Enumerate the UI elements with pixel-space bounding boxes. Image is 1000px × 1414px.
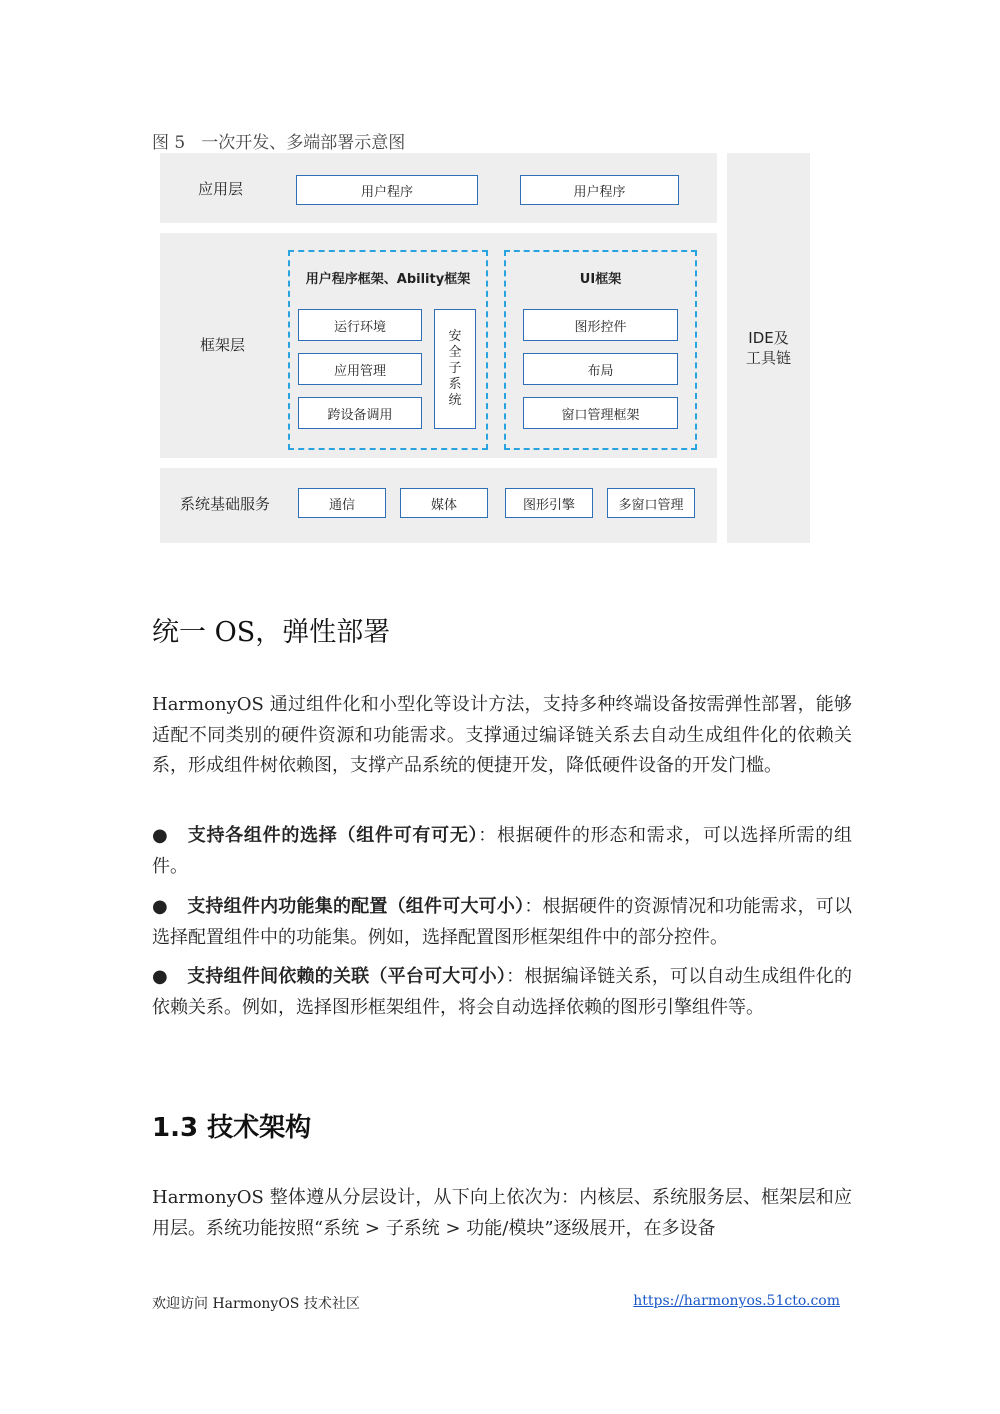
app-user-program-box-2: 用户程序 [520, 175, 679, 205]
ide-line-1: IDE及 [748, 329, 789, 347]
ide-line-2: 工具链 [745, 349, 791, 367]
security-char-4: 系 [448, 377, 462, 392]
security-subsystem-box [434, 309, 476, 429]
security-char-2: 全 [448, 345, 462, 360]
bullet-2-bold: 支持组件内功能集的配置（组件可大可小） [187, 896, 525, 917]
figure-number: 图 5 [152, 133, 186, 153]
bullet-item-2 [152, 892, 852, 953]
system-layer-label: 系统基础服务 [180, 495, 271, 513]
media-box: 媒体 [400, 488, 488, 518]
section-title-unified-os: 统一 OS，弹性部署 [152, 617, 391, 648]
bullet-1-text: ：根据硬件的形态和需求，可以选择所需的组件。 [152, 825, 853, 877]
ide-toolchain-band [727, 153, 810, 543]
multi-window-management-box: 多窗口管理 [607, 488, 695, 518]
footer-community-link[interactable]: https://harmonyos.51cto.com [633, 1293, 840, 1309]
graphics-engine-box: 图形引擎 [505, 488, 593, 518]
tech-architecture-paragraph: HarmonyOS 整体遵从分层设计，从下向上依次为：内核层、系统服务层、框架层和应用层。系统功能按照“系统 > 子系统 > 功能/模块”逐级展开，在多设备 [152, 1187, 852, 1239]
section-intro-paragraph: HarmonyOS 通过组件化和小型化等设计方法，支持多种终端设备按需弹性部署，能够适配不同类别的硬件资源和功能需求。支撑通过编译链关系去自动生成组件化的依赖关系，形成组件树依赖图，支撑产品系统的便捷开发，降低硬件设备的开发门槛。 [152, 694, 852, 776]
communication-box: 通信 [298, 488, 386, 518]
bullet-item-1 [152, 821, 852, 882]
app-framework-group-title: 用户程序框架、Ability框架 [305, 272, 471, 287]
footer-community-text: 欢迎访问 HarmonyOS 技术社区 [152, 1296, 360, 1312]
bullet-3-text: ：根据编译链关系，可以自动生成组件化的依赖关系。例如，选择图形框架组件，将会自动选择依赖的图形引擎组件等。 [152, 966, 852, 1018]
runtime-env-box: 运行环境 [298, 309, 422, 341]
bullet-3-bold: 支持组件间依赖的关联（平台可大可小） [187, 966, 507, 987]
figure-caption-text: 一次开发、多端部署示意图 [201, 133, 406, 153]
bullet-1-bold: 支持各组件的选择（组件可有可无） [187, 825, 479, 846]
section-title-tech-architecture: 1.3 技术架构 [152, 1113, 312, 1143]
bullet-dot-3: ● [152, 966, 168, 987]
ui-framework-group-title: UI框架 [579, 272, 622, 287]
window-management-framework-box: 窗口管理框架 [523, 397, 678, 429]
security-char-1: 安 [448, 329, 462, 344]
bullet-item-3 [152, 962, 852, 1023]
app-management-box: 应用管理 [298, 353, 422, 385]
framework-layer-label: 框架层 [200, 336, 246, 354]
figure-caption [152, 128, 405, 153]
architecture-diagram [160, 153, 810, 543]
bullet-2-text: ：根据硬件的资源情况和功能需求，可以选择配置组件中的功能集。例如，选择配置图形框架组件中的部分控件。 [152, 896, 853, 948]
app-layer-label: 应用层 [198, 180, 244, 198]
ide-toolchain-label [746, 328, 791, 368]
graphic-controls-box: 图形控件 [523, 309, 678, 341]
bullet-dot-2: ● [152, 896, 168, 917]
cross-device-call-box: 跨设备调用 [298, 397, 422, 429]
layout-box: 布局 [523, 353, 678, 385]
security-char-3: 子 [448, 361, 462, 376]
security-char-5: 统 [448, 393, 462, 408]
app-user-program-box-1: 用户程序 [296, 175, 478, 205]
bullet-dot-1: ● [152, 825, 168, 846]
